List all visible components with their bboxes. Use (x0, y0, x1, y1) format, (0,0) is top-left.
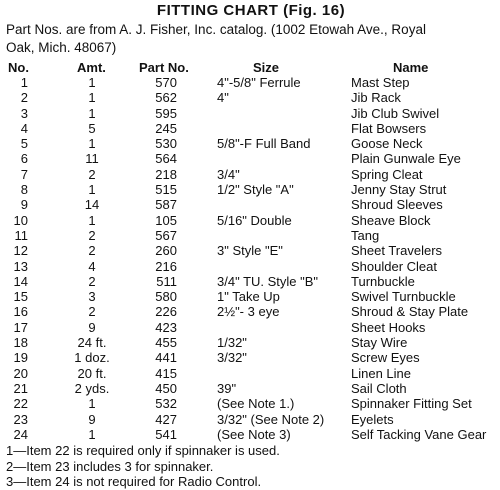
table-row (6, 412, 496, 427)
table-header-row (6, 60, 496, 75)
cell-no: 9 (20, 197, 28, 213)
cell-part-no: 218 (155, 166, 177, 182)
table-row (6, 335, 496, 350)
cell-name: Flat Bowsers (351, 120, 427, 136)
cell-name: Tang (351, 227, 380, 243)
fitting-table (6, 60, 496, 442)
cell-no: 7 (20, 166, 28, 182)
cell-name: Linen Line (351, 365, 411, 381)
table-row (6, 106, 496, 121)
cell-part-no: 530 (155, 136, 177, 152)
cell-size (217, 366, 345, 381)
cell-part-no: 105 (155, 212, 177, 228)
cell-name: Swivel Turnbuckle (351, 289, 456, 305)
cell-no: 24 (13, 426, 28, 442)
cell-part-no: 455 (155, 335, 177, 351)
table-row (6, 197, 496, 212)
cell-part-no: 427 (155, 411, 177, 427)
column-header-size: Size (253, 60, 280, 75)
cell-no: 20 (13, 365, 28, 381)
cell-no: 5 (20, 136, 28, 152)
cell-part-no: 580 (155, 289, 177, 305)
cell-size (217, 259, 345, 274)
cell-size: 5/16" Double (217, 212, 292, 228)
table-row (6, 243, 496, 258)
cell-no: 1 (20, 75, 28, 90)
cell-no: 16 (13, 304, 28, 320)
cell-part-no: 415 (155, 365, 177, 381)
cell-size (217, 197, 345, 212)
cell-part-no: 226 (155, 304, 177, 320)
cell-part-no: 511 (156, 273, 177, 289)
cell-amount: 5 (88, 120, 96, 136)
cell-name: Sheave Block (351, 212, 431, 228)
cell-size: 3/32" (217, 350, 247, 366)
cell-size: 1/32" (217, 335, 247, 351)
cell-amount: 2 yds. (74, 380, 110, 396)
cell-part-no: 541 (155, 426, 177, 442)
table-row (6, 228, 496, 243)
cell-part-no: 567 (155, 227, 177, 243)
cell-size: 3/32" (See Note 2) (217, 411, 325, 427)
note: 3—Item 24 is not required for Radio Control. (6, 474, 262, 490)
cell-amount: 1 (88, 90, 96, 106)
cell-no: 12 (13, 243, 28, 259)
cell-part-no: 587 (155, 197, 177, 213)
table-row (6, 366, 496, 381)
cell-amount: 2 (88, 304, 96, 320)
column-header-no: No. (8, 60, 29, 75)
cell-size: 3/4" (217, 166, 240, 182)
column-header-part-no: Part No. (139, 60, 189, 75)
cell-amount: 11 (85, 151, 99, 167)
cell-no: 2 (20, 90, 28, 106)
cell-amount: 1 (88, 212, 96, 228)
column-header-name: Name (393, 60, 429, 75)
cell-amount: 2 (88, 273, 96, 289)
cell-amount: 3 (88, 289, 96, 305)
page-title: FITTING CHART (Fig. 16) (156, 2, 346, 19)
cell-amount: 1 (88, 136, 96, 152)
cell-no: 10 (13, 212, 28, 228)
cell-name: Shoulder Cleat (351, 258, 437, 274)
table-row (6, 90, 496, 105)
cell-size: 1/2" Style "A" (217, 182, 294, 198)
cell-size: 3" Style "E" (217, 243, 283, 259)
cell-no: 11 (14, 227, 28, 243)
cell-size: 2½"- 3 eye (217, 304, 280, 320)
cell-amount: 24 ft. (77, 335, 107, 351)
table-row (6, 151, 496, 166)
cell-name: Stay Wire (351, 335, 408, 351)
cell-name: Spinnaker Fitting Set (351, 396, 472, 412)
cell-part-no: 423 (155, 319, 177, 335)
cell-no: 13 (13, 258, 28, 274)
note: 2—Item 23 includes 3 for spinnaker. (6, 458, 214, 474)
cell-name: Shroud & Stay Plate (351, 304, 469, 320)
table-row (6, 289, 496, 304)
cell-name: Screw Eyes (351, 350, 420, 366)
cell-name: Jib Rack (351, 90, 401, 106)
cell-size: (See Note 1.) (217, 396, 295, 412)
cell-no: 3 (20, 105, 28, 121)
table-row (6, 167, 496, 182)
cell-name: Spring Cleat (351, 166, 423, 182)
cell-size (217, 228, 345, 243)
cell-amount: 2 (88, 166, 96, 182)
cell-size: 39" (217, 380, 237, 396)
cell-size: 1" Take Up (217, 289, 280, 305)
cell-amount: 1 (88, 396, 96, 412)
cell-part-no: 564 (155, 151, 177, 167)
cell-size: (See Note 3) (217, 426, 291, 442)
table-row (6, 381, 496, 396)
cell-size (217, 106, 345, 121)
cell-part-no: 532 (155, 396, 177, 412)
cell-name: Mast Step (351, 75, 410, 90)
cell-no: 4 (20, 120, 28, 136)
cell-name: Plain Gunwale Eye (351, 151, 461, 167)
column-header-amount: Amt. (77, 60, 106, 75)
cell-no: 19 (13, 350, 28, 366)
cell-amount: 1 (88, 426, 96, 442)
cell-no: 21 (13, 380, 28, 396)
table-row (6, 396, 496, 411)
cell-no: 6 (20, 151, 28, 167)
cell-amount: 14 (84, 197, 100, 213)
cell-size: 5/8"-F Full Band (217, 136, 311, 152)
table-body (6, 75, 496, 442)
table-row (6, 427, 496, 442)
table-row (6, 182, 496, 197)
cell-name: Sheet Hooks (351, 319, 426, 335)
cell-part-no: 570 (155, 75, 177, 90)
cell-amount: 1 doz. (74, 350, 110, 366)
cell-no: 8 (20, 182, 28, 198)
cell-amount: 9 (88, 411, 96, 427)
cell-name: Jib Club Swivel (351, 105, 440, 121)
cell-no: 14 (13, 273, 28, 289)
cell-amount: 1 (88, 105, 96, 121)
table-row (6, 259, 496, 274)
cell-no: 22 (13, 396, 28, 412)
note: 1—Item 22 is required only if spinnaker is used. (6, 443, 280, 459)
cell-amount: 2 (88, 243, 96, 259)
cell-amount: 4 (88, 258, 96, 274)
cell-size: 4"-5/8" Ferrule (217, 75, 301, 90)
cell-name: Goose Neck (351, 136, 423, 152)
table-row (6, 320, 496, 335)
cell-amount: 20 ft. (77, 365, 107, 381)
cell-name: Jenny Stay Strut (351, 182, 447, 198)
cell-part-no: 595 (155, 105, 177, 121)
cell-name: Shroud Sleeves (351, 197, 443, 213)
table-row (6, 121, 496, 136)
cell-part-no: 441 (155, 350, 177, 366)
table-row (6, 350, 496, 365)
table-row (6, 75, 496, 90)
cell-amount: 2 (88, 227, 96, 243)
cell-amount: 1 (88, 75, 96, 90)
cell-size (217, 151, 345, 166)
cell-name: Sail Cloth (351, 380, 407, 396)
intro-line: Part Nos. are from A. J. Fisher, Inc. catalog. (1002 Etowah Ave., Royal (6, 22, 426, 37)
intro-line: Oak, Mich. 48067) (6, 40, 117, 55)
cell-amount: 9 (88, 319, 96, 335)
table-row (6, 213, 496, 228)
cell-part-no: 515 (155, 182, 177, 198)
table-row (6, 136, 496, 151)
cell-name: Turnbuckle (351, 273, 415, 289)
cell-size (217, 320, 345, 335)
cell-no: 15 (13, 289, 28, 305)
notes (6, 443, 496, 490)
cell-size (217, 121, 345, 136)
catalog-intro (6, 21, 496, 57)
cell-name: Self Tacking Vane Gear (351, 426, 487, 442)
cell-size: 3/4" TU. Style "B" (217, 273, 319, 289)
cell-name: Eyelets (351, 411, 394, 427)
cell-part-no: 450 (155, 380, 177, 396)
cell-part-no: 260 (155, 243, 177, 259)
table-row (6, 274, 496, 289)
cell-name: Sheet Travelers (351, 243, 443, 259)
cell-part-no: 216 (155, 258, 177, 274)
table-row (6, 304, 496, 319)
cell-size: 4" (217, 90, 229, 106)
cell-part-no: 245 (155, 120, 177, 136)
cell-no: 23 (13, 411, 28, 427)
cell-part-no: 562 (155, 90, 177, 106)
cell-no: 18 (13, 335, 28, 351)
cell-no: 17 (13, 319, 28, 335)
cell-amount: 1 (88, 182, 96, 198)
